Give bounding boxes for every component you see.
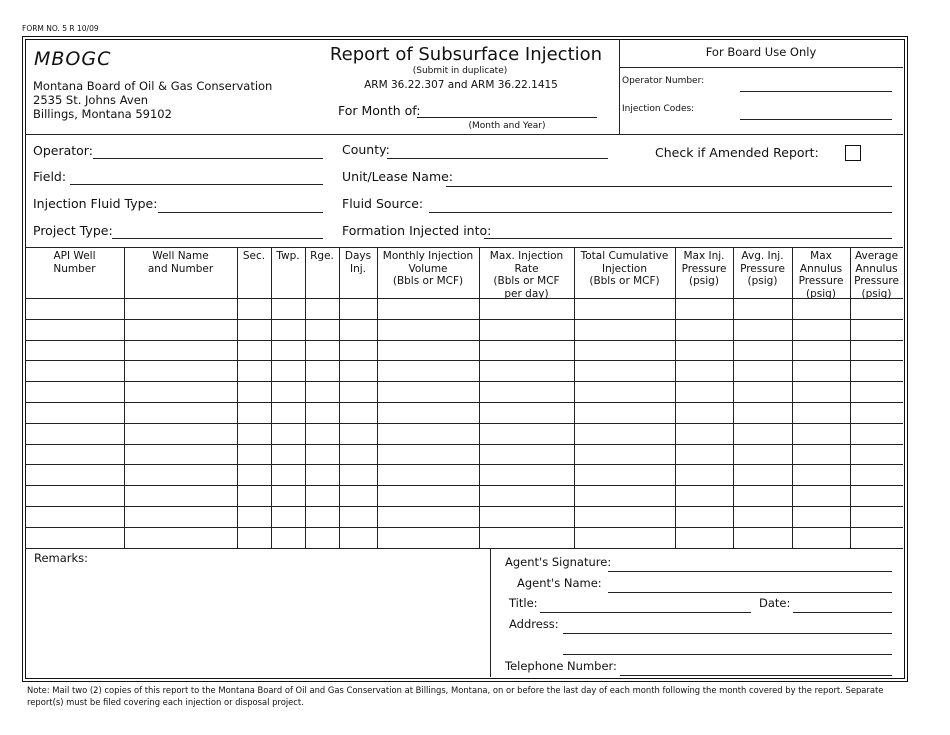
- table-cell[interactable]: [734, 341, 791, 360]
- injection-fluid-type-input[interactable]: [158, 212, 323, 213]
- telephone-label: Telephone Number:: [505, 659, 617, 673]
- board-box-divider: [619, 67, 903, 68]
- table-cell[interactable]: [793, 465, 849, 484]
- table-cell[interactable]: [340, 341, 376, 360]
- table-cell[interactable]: [272, 486, 304, 505]
- table-cell[interactable]: [734, 403, 791, 422]
- table-cell[interactable]: [378, 382, 478, 401]
- table-cell[interactable]: [340, 445, 376, 464]
- table-cell[interactable]: [793, 341, 849, 360]
- table-cell[interactable]: [575, 424, 674, 443]
- agent-name-input[interactable]: [608, 592, 892, 593]
- table-column-header: Sec.: [242, 250, 266, 262]
- table-cell[interactable]: [272, 424, 304, 443]
- table-cell[interactable]: [793, 507, 849, 526]
- table-cell[interactable]: [238, 528, 270, 547]
- project-type-input[interactable]: [112, 238, 323, 239]
- table-cell[interactable]: [125, 341, 236, 360]
- table-cell[interactable]: [480, 341, 573, 360]
- table-cell[interactable]: [125, 528, 236, 547]
- table-cell[interactable]: [238, 486, 270, 505]
- table-cell[interactable]: [480, 486, 573, 505]
- table-cell[interactable]: [378, 486, 478, 505]
- amended-label: Check if Amended Report:: [655, 145, 819, 160]
- table-column-header: Avg. Inj. Pressure (psig): [740, 250, 785, 287]
- table-cell[interactable]: [306, 403, 338, 422]
- table-cell[interactable]: [793, 486, 849, 505]
- table-column-header: API Well Number: [53, 250, 96, 275]
- table-cell[interactable]: [26, 361, 123, 380]
- table-row-border: [25, 548, 903, 549]
- table-cell[interactable]: [378, 445, 478, 464]
- address-input-line1[interactable]: [563, 633, 892, 634]
- table-cell[interactable]: [340, 403, 376, 422]
- table-cell[interactable]: [272, 507, 304, 526]
- table-cell[interactable]: [734, 361, 791, 380]
- agency-abbrev: MBOGC: [34, 48, 112, 70]
- table-cell[interactable]: [26, 424, 123, 443]
- operator-number-label: Operator Number:: [622, 76, 705, 86]
- table-cell[interactable]: [340, 424, 376, 443]
- table-cell[interactable]: [851, 507, 902, 526]
- table-cell[interactable]: [26, 403, 123, 422]
- title-label: Title:: [509, 596, 538, 610]
- table-cell[interactable]: [575, 528, 674, 547]
- table-cell[interactable]: [575, 465, 674, 484]
- agent-signature-input[interactable]: [608, 571, 892, 572]
- table-top-border: [25, 247, 903, 248]
- table-cell[interactable]: [238, 361, 270, 380]
- table-cell[interactable]: [340, 382, 376, 401]
- table-cell[interactable]: [851, 341, 902, 360]
- table-cell[interactable]: [734, 465, 791, 484]
- table-column-header: Max Annulus Pressure (psig): [798, 250, 844, 300]
- table-cell[interactable]: [26, 320, 123, 339]
- field-input[interactable]: [70, 184, 323, 185]
- table-cell[interactable]: [238, 299, 270, 318]
- table-cell[interactable]: [676, 486, 732, 505]
- table-column-header: Max Inj. Pressure (psig): [681, 250, 727, 287]
- table-cell[interactable]: [676, 445, 732, 464]
- unit-lease-label: Unit/Lease Name:: [342, 169, 454, 184]
- remarks-label: Remarks:: [34, 551, 89, 565]
- table-cell[interactable]: [480, 382, 573, 401]
- table-cell[interactable]: [26, 299, 123, 318]
- table-cell[interactable]: [575, 403, 674, 422]
- table-cell[interactable]: [26, 382, 123, 401]
- table-cell[interactable]: [238, 403, 270, 422]
- table-cell[interactable]: [125, 424, 236, 443]
- table-cell[interactable]: [851, 528, 902, 547]
- submit-duplicate-note: (Submit in duplicate): [412, 66, 508, 76]
- table-cell[interactable]: [575, 299, 674, 318]
- operator-input[interactable]: [93, 158, 323, 159]
- date-input[interactable]: [793, 612, 892, 613]
- table-cell[interactable]: [238, 445, 270, 464]
- table-cell[interactable]: [125, 507, 236, 526]
- table-cell[interactable]: [851, 445, 902, 464]
- table-cell[interactable]: [340, 507, 376, 526]
- table-cell[interactable]: [26, 507, 123, 526]
- table-cell[interactable]: [480, 320, 573, 339]
- operator-label: Operator:: [33, 143, 93, 158]
- table-cell[interactable]: [125, 361, 236, 380]
- table-cell[interactable]: [793, 445, 849, 464]
- table-cell[interactable]: [238, 465, 270, 484]
- table-cell[interactable]: [238, 382, 270, 401]
- table-cell[interactable]: [734, 507, 791, 526]
- table-cell[interactable]: [676, 341, 732, 360]
- table-cell[interactable]: [26, 465, 123, 484]
- amended-checkbox[interactable]: [845, 145, 861, 161]
- table-cell[interactable]: [575, 486, 674, 505]
- table-cell[interactable]: [575, 382, 674, 401]
- table-cell[interactable]: [378, 403, 478, 422]
- table-cell[interactable]: [272, 403, 304, 422]
- form-number: FORM NO. 5 R 10/09: [22, 24, 99, 33]
- table-cell[interactable]: [238, 320, 270, 339]
- field-label: Field:: [33, 169, 67, 184]
- table-cell[interactable]: [306, 320, 338, 339]
- table-cell[interactable]: [851, 361, 902, 380]
- table-cell[interactable]: [26, 341, 123, 360]
- agent-name-label: Agent's Name:: [517, 576, 602, 590]
- table-cell[interactable]: [306, 299, 338, 318]
- table-cell[interactable]: [340, 361, 376, 380]
- table-cell[interactable]: [793, 382, 849, 401]
- table-cell[interactable]: [238, 341, 270, 360]
- table-cell[interactable]: [340, 299, 376, 318]
- date-label: Date:: [759, 596, 791, 610]
- table-cell[interactable]: [272, 445, 304, 464]
- table-cell[interactable]: [378, 361, 478, 380]
- agency-address-line1: 2535 St. Johns Aven: [33, 93, 149, 107]
- formation-label: Formation Injected into:: [342, 223, 492, 238]
- table-cell[interactable]: [378, 424, 478, 443]
- table-cell[interactable]: [125, 465, 236, 484]
- table-cell[interactable]: [125, 403, 236, 422]
- table-cell[interactable]: [125, 445, 236, 464]
- table-cell[interactable]: [851, 403, 902, 422]
- county-label: County:: [342, 142, 390, 157]
- table-cell[interactable]: [734, 486, 791, 505]
- table-cell[interactable]: [272, 361, 304, 380]
- table-cell[interactable]: [734, 424, 791, 443]
- table-column-header: Max. Injection Rate (Bbls or MCF per day): [489, 250, 564, 300]
- arm-reference: ARM 36.22.307 and ARM 36.22.1415: [364, 79, 558, 91]
- agency-name: Montana Board of Oil & Gas Conservation: [33, 79, 273, 93]
- agency-address-line2: Billings, Montana 59102: [33, 107, 172, 121]
- month-label: For Month of:: [338, 103, 421, 118]
- table-cell[interactable]: [340, 528, 376, 547]
- table-column-header: Twp.: [276, 250, 300, 262]
- table-cell[interactable]: [340, 320, 376, 339]
- table-cell[interactable]: [272, 299, 304, 318]
- table-cell[interactable]: [676, 465, 732, 484]
- table-cell[interactable]: [26, 445, 123, 464]
- table-cell[interactable]: [306, 424, 338, 443]
- table-cell[interactable]: [793, 299, 849, 318]
- table-cell[interactable]: [575, 507, 674, 526]
- table-cell[interactable]: [676, 424, 732, 443]
- month-hint: (Month and Year): [468, 121, 546, 131]
- table-cell[interactable]: [272, 528, 304, 547]
- table-cell[interactable]: [734, 445, 791, 464]
- table-cell[interactable]: [378, 341, 478, 360]
- table-cell[interactable]: [676, 528, 732, 547]
- address-input-line2[interactable]: [563, 654, 892, 655]
- table-cell[interactable]: [734, 320, 791, 339]
- table-cell[interactable]: [125, 320, 236, 339]
- table-cell[interactable]: [851, 424, 902, 443]
- table-cell[interactable]: [378, 299, 478, 318]
- unit-lease-input[interactable]: [446, 186, 892, 187]
- month-input[interactable]: [417, 117, 597, 118]
- table-cell[interactable]: [238, 507, 270, 526]
- fluid-source-input[interactable]: [429, 212, 892, 213]
- table-cell[interactable]: [851, 320, 902, 339]
- table-cell[interactable]: [676, 299, 732, 318]
- table-cell[interactable]: [480, 528, 573, 547]
- fluid-source-label: Fluid Source:: [342, 196, 424, 211]
- table-cell[interactable]: [340, 465, 376, 484]
- table-cell[interactable]: [676, 361, 732, 380]
- table-cell[interactable]: [676, 320, 732, 339]
- table-cell[interactable]: [575, 341, 674, 360]
- table-cell[interactable]: [125, 382, 236, 401]
- table-cell[interactable]: [480, 403, 573, 422]
- table-cell[interactable]: [793, 403, 849, 422]
- table-cell[interactable]: [378, 465, 478, 484]
- table-cell[interactable]: [480, 424, 573, 443]
- table-cell[interactable]: [734, 299, 791, 318]
- table-cell[interactable]: [238, 424, 270, 443]
- table-cell[interactable]: [306, 507, 338, 526]
- table-cell[interactable]: [306, 361, 338, 380]
- formation-input[interactable]: [484, 238, 892, 239]
- table-cell[interactable]: [480, 507, 573, 526]
- table-cell[interactable]: [480, 299, 573, 318]
- table-column-header: Average Annulus Pressure (psig): [854, 250, 899, 300]
- table-cell[interactable]: [306, 465, 338, 484]
- county-input[interactable]: [387, 158, 608, 159]
- table-cell[interactable]: [306, 528, 338, 547]
- mailing-note: Note: Mail two (2) copies of this report to the Montana Board of Oil and Gas Conservation at Billings, Montana, on or before the last day of each month following the month covered by the report. Separate report(s) must be filed covering each injection or disposal project.: [27, 685, 884, 707]
- table-cell[interactable]: [272, 465, 304, 484]
- table-cell[interactable]: [306, 382, 338, 401]
- table-cell[interactable]: [272, 320, 304, 339]
- operator-number-input[interactable]: [740, 91, 892, 92]
- table-cell[interactable]: [793, 361, 849, 380]
- board-use-heading: For Board Use Only: [705, 45, 817, 59]
- table-cell[interactable]: [851, 486, 902, 505]
- table-cell[interactable]: [26, 486, 123, 505]
- table-cell[interactable]: [306, 445, 338, 464]
- table-cell[interactable]: [793, 528, 849, 547]
- table-cell[interactable]: [575, 445, 674, 464]
- page-title: Report of Subsurface Injection: [329, 44, 603, 65]
- table-cell[interactable]: [378, 528, 478, 547]
- table-cell[interactable]: [676, 403, 732, 422]
- injection-codes-label: Injection Codes:: [622, 104, 695, 114]
- table-cell[interactable]: [734, 382, 791, 401]
- table-cell[interactable]: [480, 465, 573, 484]
- address-label: Address:: [509, 617, 559, 631]
- header-bottom-border: [25, 134, 903, 135]
- table-cell[interactable]: [851, 299, 902, 318]
- table-cell[interactable]: [851, 465, 902, 484]
- remarks-area[interactable]: [30, 566, 486, 676]
- table-cell[interactable]: [306, 341, 338, 360]
- table-cell[interactable]: [378, 507, 478, 526]
- injection-codes-input[interactable]: [740, 119, 892, 120]
- table-column-header: Total Cumulative Injection (Bbls or MCF): [580, 250, 669, 287]
- table-cell[interactable]: [125, 486, 236, 505]
- table-column-header: Well Name and Number: [147, 250, 214, 275]
- table-cell[interactable]: [378, 320, 478, 339]
- project-type-label: Project Type:: [33, 223, 113, 238]
- table-cell[interactable]: [793, 320, 849, 339]
- table-cell[interactable]: [575, 361, 674, 380]
- table-cell[interactable]: [272, 382, 304, 401]
- table-cell[interactable]: [734, 528, 791, 547]
- table-cell[interactable]: [125, 299, 236, 318]
- table-cell[interactable]: [306, 486, 338, 505]
- table-cell[interactable]: [272, 341, 304, 360]
- injection-fluid-type-label: Injection Fluid Type:: [33, 196, 158, 211]
- remarks-divider: [490, 548, 491, 677]
- table-cell[interactable]: [480, 361, 573, 380]
- table-cell[interactable]: [851, 382, 902, 401]
- table-cell[interactable]: [676, 382, 732, 401]
- table-column-header: Days Inj.: [344, 250, 372, 275]
- table-cell[interactable]: [575, 320, 674, 339]
- table-column-header: Rge.: [310, 250, 334, 262]
- table-cell[interactable]: [26, 528, 123, 547]
- table-cell[interactable]: [793, 424, 849, 443]
- title-input[interactable]: [540, 612, 751, 613]
- table-cell[interactable]: [340, 486, 376, 505]
- table-column-header: Monthly Injection Volume (Bbls or MCF): [382, 250, 474, 287]
- table-cell[interactable]: [480, 445, 573, 464]
- telephone-input[interactable]: [620, 675, 892, 676]
- table-cell[interactable]: [676, 507, 732, 526]
- agent-signature-label: Agent's Signature:: [505, 555, 612, 569]
